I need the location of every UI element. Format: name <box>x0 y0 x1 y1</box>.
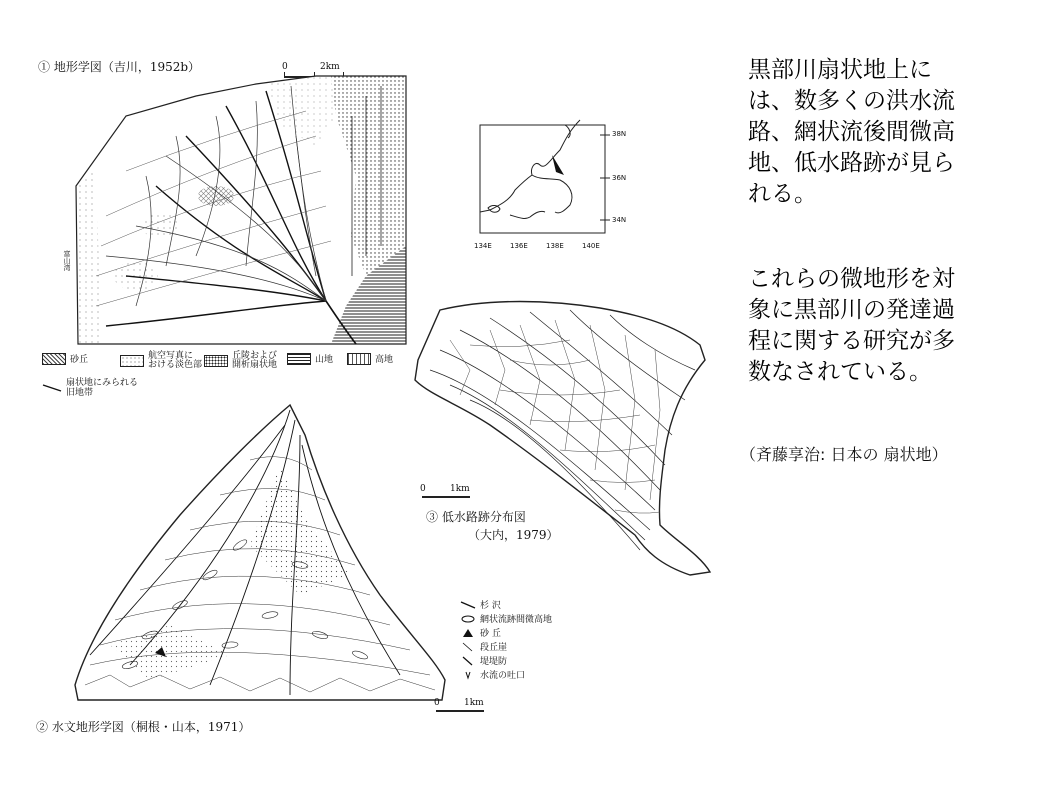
map2-hydro-map <box>70 395 450 705</box>
map3-low-channel-map <box>410 300 715 575</box>
legend-label: 扇状地にみられる 旧地帯 <box>66 378 139 398</box>
legend-item-micro-highland <box>460 612 552 625</box>
index-lon-140e: 140E <box>582 242 600 250</box>
mountain-swatch <box>287 353 311 365</box>
citation: （斉藤享治: 日本の 扇状地） <box>740 445 948 464</box>
description-paragraph-2 <box>748 264 955 388</box>
map2-scale-bar <box>434 698 494 718</box>
index-lon-138e: 138E <box>546 242 564 250</box>
highland-swatch <box>347 353 371 365</box>
legend-item-terrace-cliff <box>460 640 507 653</box>
stream-symbol-icon <box>460 600 476 610</box>
index-lon-134e: 134E <box>474 242 492 250</box>
legend-label: 段丘崖 <box>480 643 508 653</box>
legend-item-hills <box>204 352 277 370</box>
map1-terrain-map <box>66 76 406 344</box>
map2-scale-label: 1km <box>464 698 484 708</box>
text-line: 程に関する研究が多 <box>748 328 955 354</box>
legend-item-highland <box>347 352 393 365</box>
map3-scale-label: 1km <box>450 484 470 494</box>
map3-caption-line2: （大内，1979） <box>468 528 559 542</box>
old-channel-line-icon <box>42 383 62 393</box>
levee-symbol-icon <box>460 656 476 666</box>
text-line: 地、低水路跡が見ら <box>748 150 955 176</box>
legend-label: 山地 <box>315 355 334 365</box>
legend-item-aerial-light <box>120 352 202 370</box>
text-line: これらの微地形を対 <box>748 266 955 292</box>
map1-scale-zero: 0 <box>282 62 288 72</box>
sand-dune-swatch <box>42 353 66 365</box>
legend-label: 砂 丘 <box>480 629 501 639</box>
map1-caption: ① 地形学図（吉川，1952b） <box>38 60 201 74</box>
text-line: 象に黒部川の発達過 <box>748 297 955 323</box>
text-line: は、数多くの洪水流 <box>748 88 955 114</box>
legend-label: 砂丘 <box>70 355 89 365</box>
legend-label: 水流の吐口 <box>480 671 526 681</box>
map1-side-label: 富山湾 <box>63 250 71 271</box>
description-paragraph-1 <box>748 55 955 210</box>
legend-label: 丘陵および 開析扇状地 <box>232 351 278 370</box>
aerial-light-swatch <box>120 355 144 367</box>
legend-item-sand-dune <box>42 352 88 365</box>
text-line: 路、網状流後間微高 <box>748 119 955 145</box>
map3-scale-zero: 0 <box>420 484 426 494</box>
sand-dune-symbol-icon <box>460 628 476 638</box>
hills-swatch <box>204 355 228 367</box>
legend-label: 網状流跡間微高地 <box>480 615 553 625</box>
map1-scale-label: 2km <box>320 62 340 72</box>
legend-label: 高地 <box>375 355 394 365</box>
legend-item-mountain <box>287 352 333 365</box>
index-lon-136e: 136E <box>510 242 528 250</box>
legend-item-stream <box>460 598 501 611</box>
legend-label: 堤堤防 <box>480 657 508 667</box>
legend-label: 杉 沢 <box>480 601 501 611</box>
map3-caption-line1: ③ 低水路跡分布図 <box>426 510 526 524</box>
index-lat-36n: 36N <box>612 174 627 182</box>
map2-caption: ② 水文地形学図（桐根・山本，1971） <box>36 720 251 734</box>
text-line: 数なされている。 <box>748 359 932 385</box>
text-line: 黒部川扇状地上に <box>748 57 932 83</box>
micro-highland-symbol-icon <box>460 614 476 624</box>
terrace-cliff-symbol-icon <box>460 642 476 652</box>
legend-item-sand-dune <box>460 626 501 639</box>
outlet-symbol-icon <box>460 670 476 680</box>
legend-label: 航空写真に おける淡色部 <box>148 351 203 370</box>
map2-legend <box>460 598 600 690</box>
legend-item-levee <box>460 654 507 667</box>
legend-item-outlet <box>460 668 525 681</box>
japan-index-map <box>470 120 610 250</box>
map2-scale-zero: 0 <box>434 698 440 708</box>
index-lat-38n: 38N <box>612 130 627 138</box>
index-lat-34n: 34N <box>612 216 627 224</box>
text-line: れる。 <box>748 181 817 207</box>
